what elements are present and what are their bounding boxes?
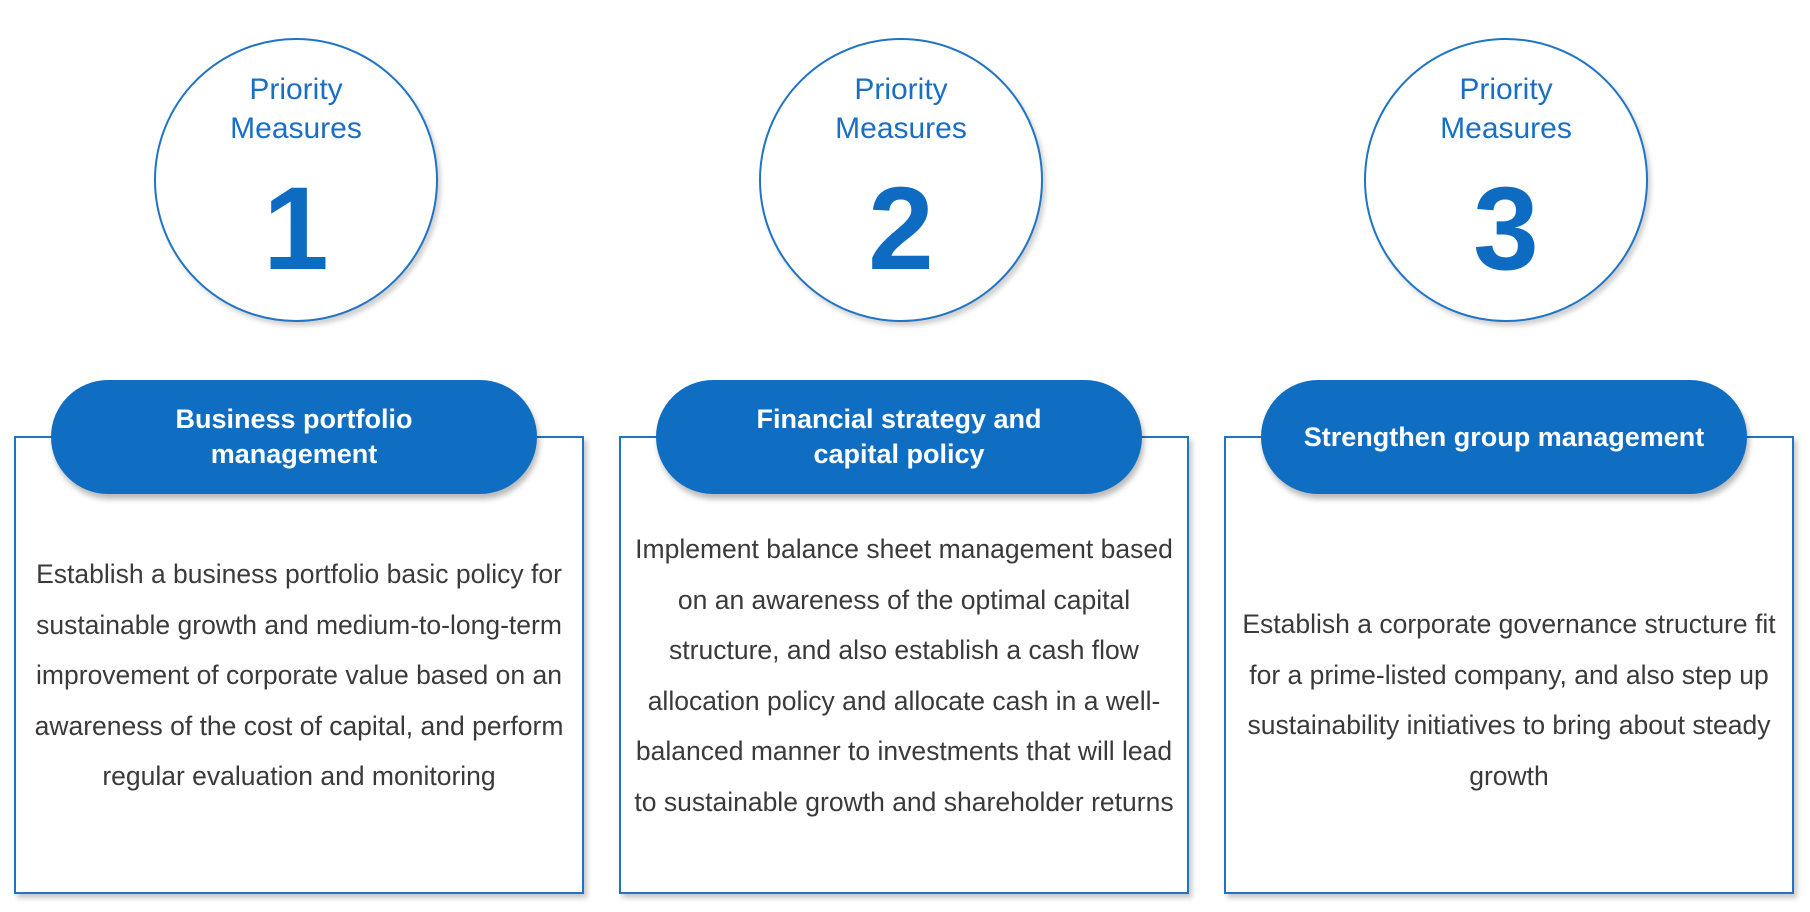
measure-title-pill — [656, 380, 1142, 494]
priority-measure-label: Priority Measures — [1440, 73, 1572, 145]
measure-description: Establish a business portfolio basic policy for sustainable growth and medium-to-long-term improvement of corporate value based on an awareness of the cost of capital, and perform regular evaluation and monitoring — [34, 559, 564, 791]
measure-description: Implement balance sheet management based on an awareness of the optimal capital structure, and also establish a cash flow allocation policy and allocate cash in a well-balanced manner to investments that will lead to sustainable growth and shareholder returns — [634, 534, 1174, 817]
priority-measure-circle — [1364, 38, 1648, 322]
priority-measure-number: 2 — [868, 163, 934, 295]
priority-measure-3 — [1224, 0, 1794, 912]
measure-title: Business portfolio management — [175, 404, 413, 469]
measure-title: Strengthen group management — [1303, 421, 1705, 452]
measure-description-box — [1224, 436, 1794, 894]
priority-measure-circle — [759, 38, 1043, 322]
priority-measure-number: 3 — [1473, 163, 1539, 295]
priority-measure-1 — [14, 0, 584, 912]
measure-description-box — [14, 436, 584, 894]
priority-measure-label: Priority Measures — [835, 73, 967, 145]
measure-title-pill — [1261, 380, 1747, 494]
measure-description-box — [619, 436, 1189, 894]
measure-description: Establish a corporate governance structure fit for a prime-listed company, and also step up sustainability initiatives to bring about steady growth — [1242, 609, 1776, 791]
measure-title-pill — [51, 380, 537, 494]
priority-measure-2 — [619, 0, 1189, 912]
priority-measure-number: 1 — [263, 163, 329, 295]
priority-measure-label: Priority Measures — [230, 73, 362, 145]
priority-measure-circle — [154, 38, 438, 322]
measure-title: Financial strategy and capital policy — [756, 404, 1042, 469]
